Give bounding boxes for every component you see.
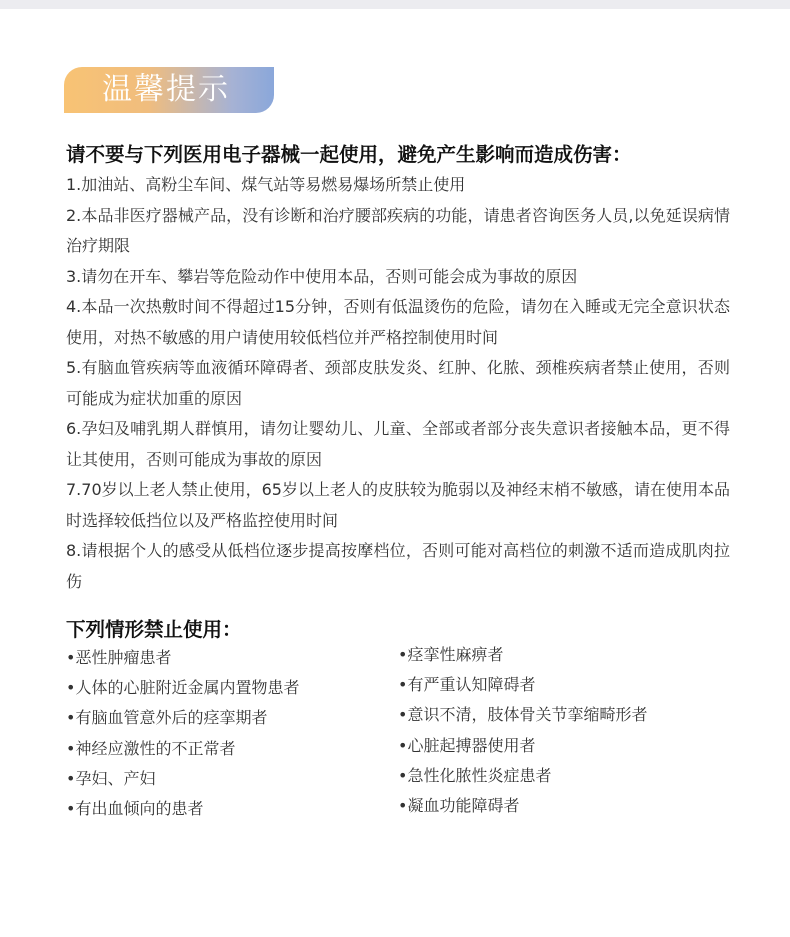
prohibited-item: •有出血倾向的患者 [66,799,204,819]
prohibited-item: •凝血功能障碍者 [398,796,520,816]
precautions-list [66,170,730,597]
prohibited-item: •痉挛性麻痹者 [398,645,504,664]
precautions-title: 请不要与下列医用电子器械一起使用，避免产生影响而造成伤害： [66,143,632,166]
prohibited-item: •恶性肿瘤患者 [66,648,172,667]
prohibited-list-right [398,640,728,821]
precaution-item: 7.70岁以上老人禁止使用，65岁以上老人的皮肤较为脆弱以及神经末梢不敏感，请在使用本品时选择较低挡位以及严格监控使用时间 [66,480,730,530]
precaution-item: 5.有脑血管疾病等血液循环障碍者、颈部皮肤发炎、红肿、化脓、颈椎疾病者禁止使用，否则可能成为症状加重的原因 [66,358,730,408]
prohibited-item: •意识不清，肢体骨关节挛缩畸形者 [398,705,648,725]
precaution-item: 2.本品非医疗器械产品，没有诊断和治疗腰部疾病的功能，请患者咨询医务人员,以免延误病情治疗期限 [66,205,730,255]
prohibited-item: •有脑血管意外后的痉挛期者 [66,708,268,728]
precaution-item: 4.本品一次热敷时间不得超过15分钟，否则有低温烫伤的危险，请勿在入睡或无完全意识状态使用，对热不敏感的用户请使用较低档位并严格控制使用时间 [66,297,730,347]
precaution-item: 1.加油站、高粉尘车间、煤气站等易燃易爆场所禁止使用 [66,175,466,194]
prohibited-item: •孕妇、产妇 [66,768,156,788]
precaution-item: 8.请根据个人的感受从低档位逐步提高按摩档位，否则可能对高档位的刺激不适而造成肌肉拉伤 [66,541,730,591]
prohibited-item: •神经应激性的不正常者 [66,738,236,758]
prohibited-list-left [66,643,386,824]
warm-tips-banner: 温馨提示 [64,67,274,113]
top-strip [0,0,790,9]
prohibited-item: •急性化脓性炎症患者 [398,765,552,785]
prohibited-item: •人体的心脏附近金属内置物患者 [66,678,300,698]
prohibited-item: •有严重认知障碍者 [398,675,536,695]
precaution-item: 3.请勿在开车、攀岩等危险动作中使用本品，否则可能会成为事故的原因 [66,266,578,286]
prohibited-title: 下列情形禁止使用： [66,618,242,641]
prohibited-item: •心脏起搏器使用者 [398,735,536,755]
precaution-item: 6.孕妇及哺乳期人群慎用，请勿让婴幼儿、儿童、全部或者部分丧失意识者接触本品，更不得让其使用，否则可能成为事故的原因 [66,419,730,469]
